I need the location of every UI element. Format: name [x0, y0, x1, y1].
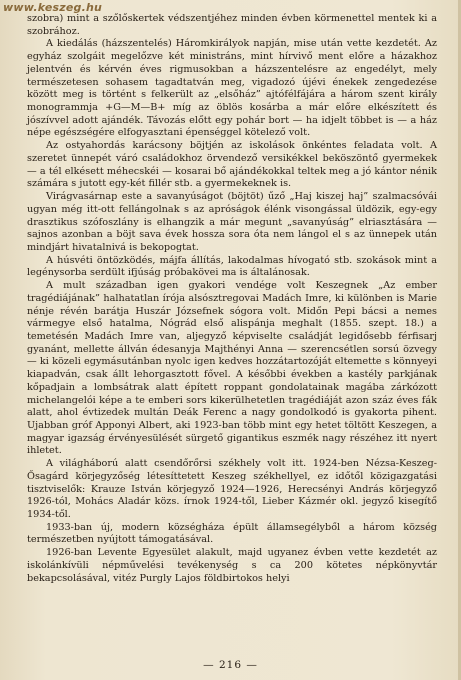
paragraph-8: 1933-ban új, modern községháza épült államsegélyből a három község természetben nyújtott támogatásával.	[27, 521, 437, 546]
paragraph-2: A kiedálás (házszentelés) Háromkirályok napján, mise után vette kezdetét. Az egyház szolgáit megelőzve két ministráns, mint hírvivő ment előre a házakhoz jelentvén és kérvén éves rigmusokban a házszentelésre az engedélyt, mely természetesen sohasem tagadtatván meg, vigadozó újévi énekek zengedezése között meg is történt s felkerült az „elsőház” ajtófélfájára a három szent király monogrammja +G—M—B+ míg az öblös kosárba a már előre elkészített és jószívvel adott ajándék. Távozás előtt egy pohár bort — ha idjelt többet is — a ház népe egészségére elfogyasztani épenséggel kötelező volt.	[27, 38, 437, 139]
page-number: — 216 —	[203, 659, 258, 671]
paragraph-7: A világháború alatt csendőrőrsi székhely volt itt. 1924-ben Nézsa-Keszeg-Ősagárd körjegyzőség létesíttetett Keszeg székhellyel, ez időtől közigazgatási tisztviselők: Krauze István körjegyző 1924—1926, Herecsényi András körjegyző 1926-tól, Mohács Aladár közs. írnok 1924-től, Lieber Kázmér okl. jegyző kisegítő 1934-től.	[27, 458, 437, 521]
site-watermark: www.keszeg.hu	[3, 1, 103, 14]
body-text	[27, 13, 437, 585]
paragraph-6: A mult században igen gyakori vendége volt Keszegnek „Az ember tragédiájának” halhatatlan írója alsósztregovai Madách Imre, ki különben is Marie nénje révén barátja Huszár Józsefnek sógora volt. Midőn Pepi bácsi a nemes vármegye első hatalma, Nógrád első alispánja meghalt (1855. szept. 18.) a temetésén Madách Imre van, aljegyző képviselte családját legidősebb férfisarj gyanánt, mellette állván édesanyja Majthényi Anna — szerencsétlen sorsú özvegy — ki közeli egymásutánban nyolc igen kedves hozzátartozóját eltemette s könnyeyi kiapadván, csak állt lehorgasztott fővel. A későbbi években a kastély parkjának kőpadjain a lombsátrak alatt épített roppant gondolatainak magába zárkózott michelangelói képe a te emberi sors kikerülhetetlen tragédiáját azon száz éves fák alatt, ahol évtizedek multán Deák Ferenc a nagy gondolkodó is gyakorta pihent. Ujabban gróf Apponyi Albert, aki 1923-ban több mint egy hetet töltött Keszegen, a magyar igazság érvényesülését sürgető gigantikus eszmék nagy részéhez itt nyert ihletet.	[27, 280, 437, 457]
paragraph-9: 1926-ban Levente Egyesület alakult, majd ugyanez évben vette kezdetét az iskolánkívüli népművelési tevékenység s ca 200 kötetes népkönyvtár bekapcsolásával, vitéz Purgly Lajos földbirtokos helyi	[27, 547, 437, 584]
paragraph-1: szobra) mint a szőlőskertek védszentjéhez minden évben körmenettel mentek ki a szobrához.	[27, 13, 437, 37]
paragraph-4: Virágvasárnap este a savanyúságot (böjtöt) űző „Haj kiszej haj” szalmacsóvái ugyan még itt-ott fellángolnak s az apróságok élénk visongással üldözik, egy-egy drasztikus szófoszlány is elhangzik a már megunt „savanyúság” elriasztására — sajnos azonban a böjt sava évek hossza sora óta nem lángol el s az ünnepek után mindjárt hivatalnivá is bekopogtat.	[27, 191, 437, 253]
paragraph-5: A húsvéti öntözködés, májfa állítás, lakodalmas hívogató stb. szokások mint a legénysorba serdült ifjúság próbakövei ma is általánosak.	[27, 254, 437, 279]
paragraph-3: Az ostyahordás karácsony böjtjén az iskolások önkéntes feladata volt. A szeretet ünnepét váró családokhoz örvendező versikékkel beköszöntő gyermekek — a tél elkésett méhecskéi — kosarai bő ajándékokkal teltek meg a jó kántor nénik számára s jutott egy-két fillér stb. a gyermekeknek is.	[27, 140, 437, 190]
